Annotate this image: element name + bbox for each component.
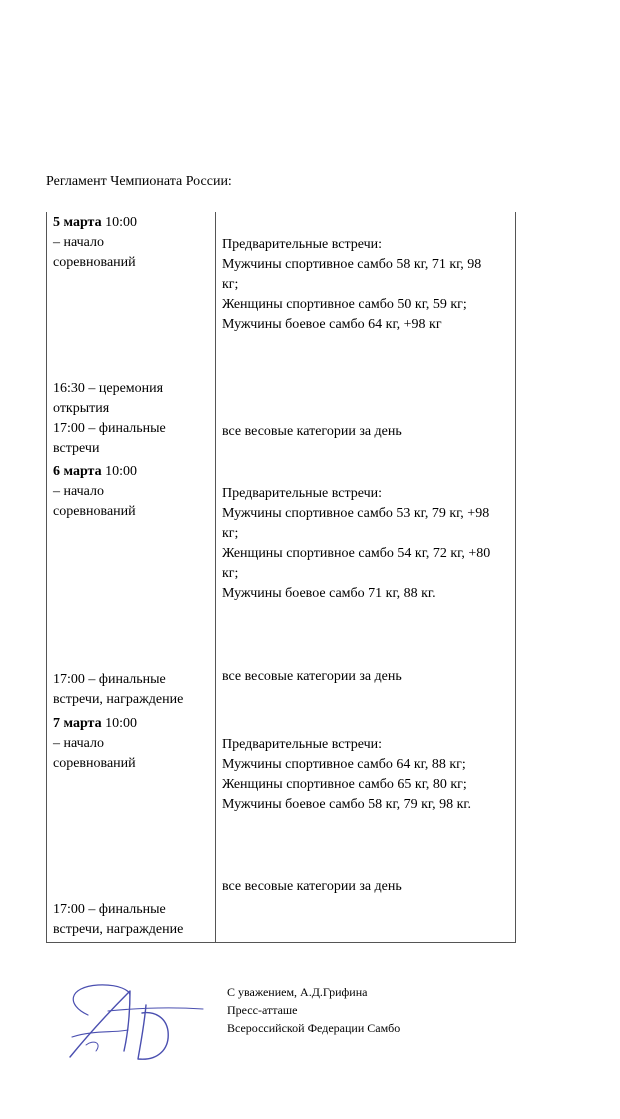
day-1-start xyxy=(53,213,137,273)
signoff-regards: С уважением, А.Д.Грифина xyxy=(227,985,368,999)
table-border-left xyxy=(46,212,47,943)
signoff-position: Пресс-атташе xyxy=(227,1003,298,1017)
day-1-finals xyxy=(53,379,166,459)
day-2-prelim-line-5: Мужчины боевое самбо 71 кг, 88 кг. xyxy=(222,586,436,601)
day-3-final-line-2: встречи, награждение xyxy=(53,922,184,937)
day-2-start-line-1: – начало xyxy=(53,484,105,499)
day-1-final-line-4: встречи xyxy=(53,441,100,456)
signature-stroke-crossbar xyxy=(72,1030,128,1037)
day-3-finals xyxy=(53,900,183,940)
day-2-time: 10:00 xyxy=(101,464,137,479)
day-3-final-line-1: 17:00 – финальные xyxy=(53,902,166,917)
day-1-start-line-2: соревнований xyxy=(53,255,136,270)
day-3-prelim-line-1: Мужчины спортивное самбо 64 кг, 88 кг; xyxy=(222,757,466,772)
day-2-prelim-title: Предварительные встречи: xyxy=(222,486,383,501)
day-1-date: 5 марта xyxy=(53,215,102,230)
day-2-prelim-line-1: Мужчины спортивное самбо 53 кг, 79 кг, +98 xyxy=(222,506,490,521)
day-1-prelim-line-1: Мужчины спортивное самбо 58 кг, 71 кг, 98 xyxy=(222,257,482,272)
day-3-start xyxy=(53,714,137,774)
day-2-final-line-1: 17:00 – финальные xyxy=(53,672,166,687)
day-2-final-categories: все весовые категории за день xyxy=(222,669,402,684)
day-2-prelim-line-4: кг; xyxy=(222,566,239,581)
day-3-prelims xyxy=(222,735,471,815)
day-1-final-line-1: 16:30 – церемония xyxy=(53,381,164,396)
day-1-prelim-line-3: Женщины спортивное самбо 50 кг, 59 кг; xyxy=(222,297,467,312)
signature-stroke-tail xyxy=(86,1042,98,1051)
day-3-prelim-line-3: Мужчины боевое самбо 58 кг, 79 кг, 98 кг. xyxy=(222,797,472,812)
day-3-time: 10:00 xyxy=(101,716,137,731)
day-1-prelim-line-4: Мужчины боевое самбо 64 кг, +98 кг xyxy=(222,317,442,332)
signature-stroke-d xyxy=(138,1005,168,1059)
day-1-time: 10:00 xyxy=(101,215,137,230)
handwritten-signature xyxy=(58,975,208,1070)
day-2-prelim-line-2: кг; xyxy=(222,526,239,541)
document-heading: Регламент Чемпионата России: xyxy=(46,174,232,189)
day-2-prelims xyxy=(222,484,490,604)
day-1-prelim-title: Предварительные встречи: xyxy=(222,237,383,252)
table-border-middle xyxy=(215,212,216,943)
signoff-organization: Всероссийской Федерации Самбо xyxy=(227,1021,401,1035)
day-3-start-line-2: соревнований xyxy=(53,756,136,771)
day-2-final-line-2: встречи, награждение xyxy=(53,692,184,707)
day-3-start-line-1: – начало xyxy=(53,736,105,751)
day-1-final-line-2: открытия xyxy=(53,401,110,416)
signature-stroke-a xyxy=(70,991,130,1057)
signature-strokes xyxy=(70,985,203,1059)
day-3-prelim-title: Предварительные встречи: xyxy=(222,737,383,752)
day-1-start-line-1: – начало xyxy=(53,235,105,250)
day-2-start xyxy=(53,462,137,522)
table-border-bottom xyxy=(46,942,516,943)
day-2-start-line-2: соревнований xyxy=(53,504,136,519)
day-1-prelim-line-2: кг; xyxy=(222,277,239,292)
table-border-right xyxy=(515,212,516,943)
day-2-finals xyxy=(53,670,183,710)
day-3-prelim-line-2: Женщины спортивное самбо 65 кг, 80 кг; xyxy=(222,777,467,792)
day-2-date: 6 марта xyxy=(53,464,102,479)
day-1-final-line-3: 17:00 – финальные xyxy=(53,421,166,436)
day-1-final-categories: все весовые категории за день xyxy=(222,424,402,439)
day-3-date: 7 марта xyxy=(53,716,102,731)
day-3-final-categories: все весовые категории за день xyxy=(222,879,402,894)
signature-stroke-underline xyxy=(108,1008,203,1011)
day-2-prelim-line-3: Женщины спортивное самбо 54 кг, 72 кг, +80 xyxy=(222,546,491,561)
day-1-prelims xyxy=(222,235,481,335)
